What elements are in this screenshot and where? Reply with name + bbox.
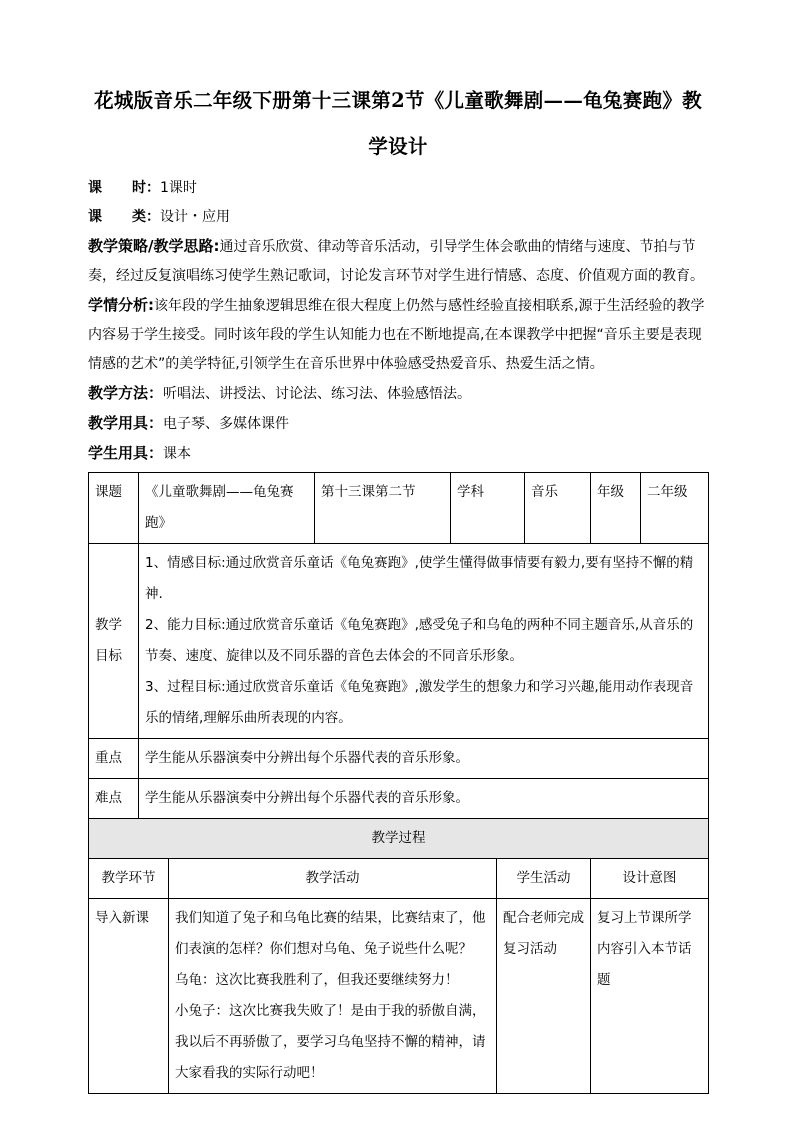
process-student-cell: 配合老师完成复习活动	[497, 899, 591, 1094]
lesson-plan-table	[88, 472, 709, 1094]
student-tools-text: 课本	[163, 446, 192, 462]
key-label-cell: 重点	[89, 739, 139, 779]
lesson-type-value: 设计・应用	[160, 209, 230, 225]
process-header-activity: 教学活动	[169, 859, 497, 899]
document-page	[88, 78, 708, 1094]
activity-line: 小兔子：这次比赛我失败了！是由于我的骄傲自满，我以后不再骄傲了，要学习乌龟坚持不懈的精神，请大家看我的实际行动吧！	[175, 1003, 486, 1081]
process-stage-cell: 导入新课	[89, 899, 169, 1094]
lesson-time-label: 课	[88, 180, 102, 196]
process-intent-cell: 复习上节课所学内容引入本节话题	[591, 899, 709, 1094]
strategy-label: 教学策略/教学思路:	[88, 237, 220, 255]
difficulty-row	[89, 779, 709, 819]
analysis-paragraph	[88, 291, 708, 379]
activity-line: 乌龟：这次比赛我胜利了，但我还要继续努力！	[175, 972, 459, 988]
activity-line: 我们知道了兔子和乌龟比赛的结果，比赛结束了，他们表演的怎样？你们想对乌龟、兔子说些什么呢？	[175, 910, 486, 957]
process-activity-cell	[169, 899, 497, 1094]
lesson-cell: 第十三课第二节	[315, 473, 451, 544]
method-line	[88, 379, 708, 409]
analysis-text: 该年段的学生抽象逻辑思维在很大程度上仍然与感性经验直接相联系,源于生活经验的教学内容易于学生接受。同时该年段的学生认知能力也在不断地提高,在本课教学中把握“音乐主要是表现情感的艺术”的美学特征,引领学生在音乐世界中体验感受热爱音乐、热爱生活之情。	[88, 298, 705, 372]
analysis-label: 学情分析:	[88, 296, 154, 314]
goals-row	[89, 544, 709, 739]
process-header-student: 学生活动	[497, 859, 591, 899]
strategy-text: 通过音乐欣赏、律动等音乐活动，引导学生体会歌曲的情绪与速度、节拍与节奏，经过反复演唱练习使学生熟记歌词，讨论发言环节对学生进行情感、态度、价值观方面的教育。	[88, 239, 704, 284]
method-label: 教学方法：	[88, 384, 164, 402]
lesson-time-label-2: 时：	[132, 180, 160, 196]
goal-item: 3、过程目标:通过欣赏音乐童话《龟兔赛跑》,激发学生的想象力和学习兴趣,能用动作表现音乐的情绪,理解乐曲所表现的内容。	[145, 679, 694, 726]
difficulty-cell: 学生能从乐器演奏中分辨出每个乐器代表的音乐形象。	[139, 779, 709, 819]
student-tools-line	[88, 439, 708, 469]
process-title: 教学过程	[89, 819, 709, 859]
topic-row	[89, 473, 709, 544]
tools-text: 电子琴、多媒体课件	[163, 416, 290, 432]
tools-line	[88, 409, 708, 439]
grade-label-cell: 年级	[591, 473, 641, 544]
goal-item: 2、能力目标:通过欣赏音乐童话《龟兔赛跑》,感受兔子和乌龟的两种不同主题音乐,从音乐的节奏、速度、旋律以及不同乐器的音色去体会的不同音乐形象。	[145, 617, 694, 664]
student-tools-label: 学生用具：	[88, 444, 164, 462]
difficulty-label-cell: 难点	[89, 779, 139, 819]
grade-cell: 二年级	[641, 473, 709, 544]
process-title-row	[89, 819, 709, 859]
lesson-time-line	[88, 174, 708, 203]
goals-cell	[139, 544, 709, 739]
topic-label-cell: 课题	[89, 473, 139, 544]
key-row	[89, 739, 709, 779]
lesson-type-label-2: 类：	[132, 209, 160, 225]
goals-label-cell: 教学目标	[89, 544, 139, 739]
tools-label: 教学用具：	[88, 414, 164, 432]
process-header-row	[89, 859, 709, 899]
topic-cell: 《儿童歌舞剧——龟兔赛跑》	[139, 473, 315, 544]
lesson-time-value: 1课时	[160, 180, 197, 196]
document-title: 花城版音乐二年级下册第十三课第2节《儿童歌舞剧——龟兔赛跑》教学设计	[94, 89, 702, 158]
process-header-intent: 设计意图	[591, 859, 709, 899]
subject-label-cell: 学科	[451, 473, 525, 544]
process-row	[89, 899, 709, 1094]
lesson-type-label: 课	[88, 209, 102, 225]
process-header-stage: 教学环节	[89, 859, 169, 899]
method-text: 听唱法、讲授法、讨论法、练习法、体验感悟法。	[163, 386, 472, 402]
strategy-paragraph	[88, 232, 708, 291]
subject-cell: 音乐	[525, 473, 591, 544]
key-cell: 学生能从乐器演奏中分辨出每个乐器代表的音乐形象。	[139, 739, 709, 779]
goal-item: 1、情感目标:通过欣赏音乐童话《龟兔赛跑》,使学生懂得做事情要有毅力,要有坚持不懈的精神.	[145, 555, 694, 602]
lesson-type-line	[88, 203, 708, 232]
